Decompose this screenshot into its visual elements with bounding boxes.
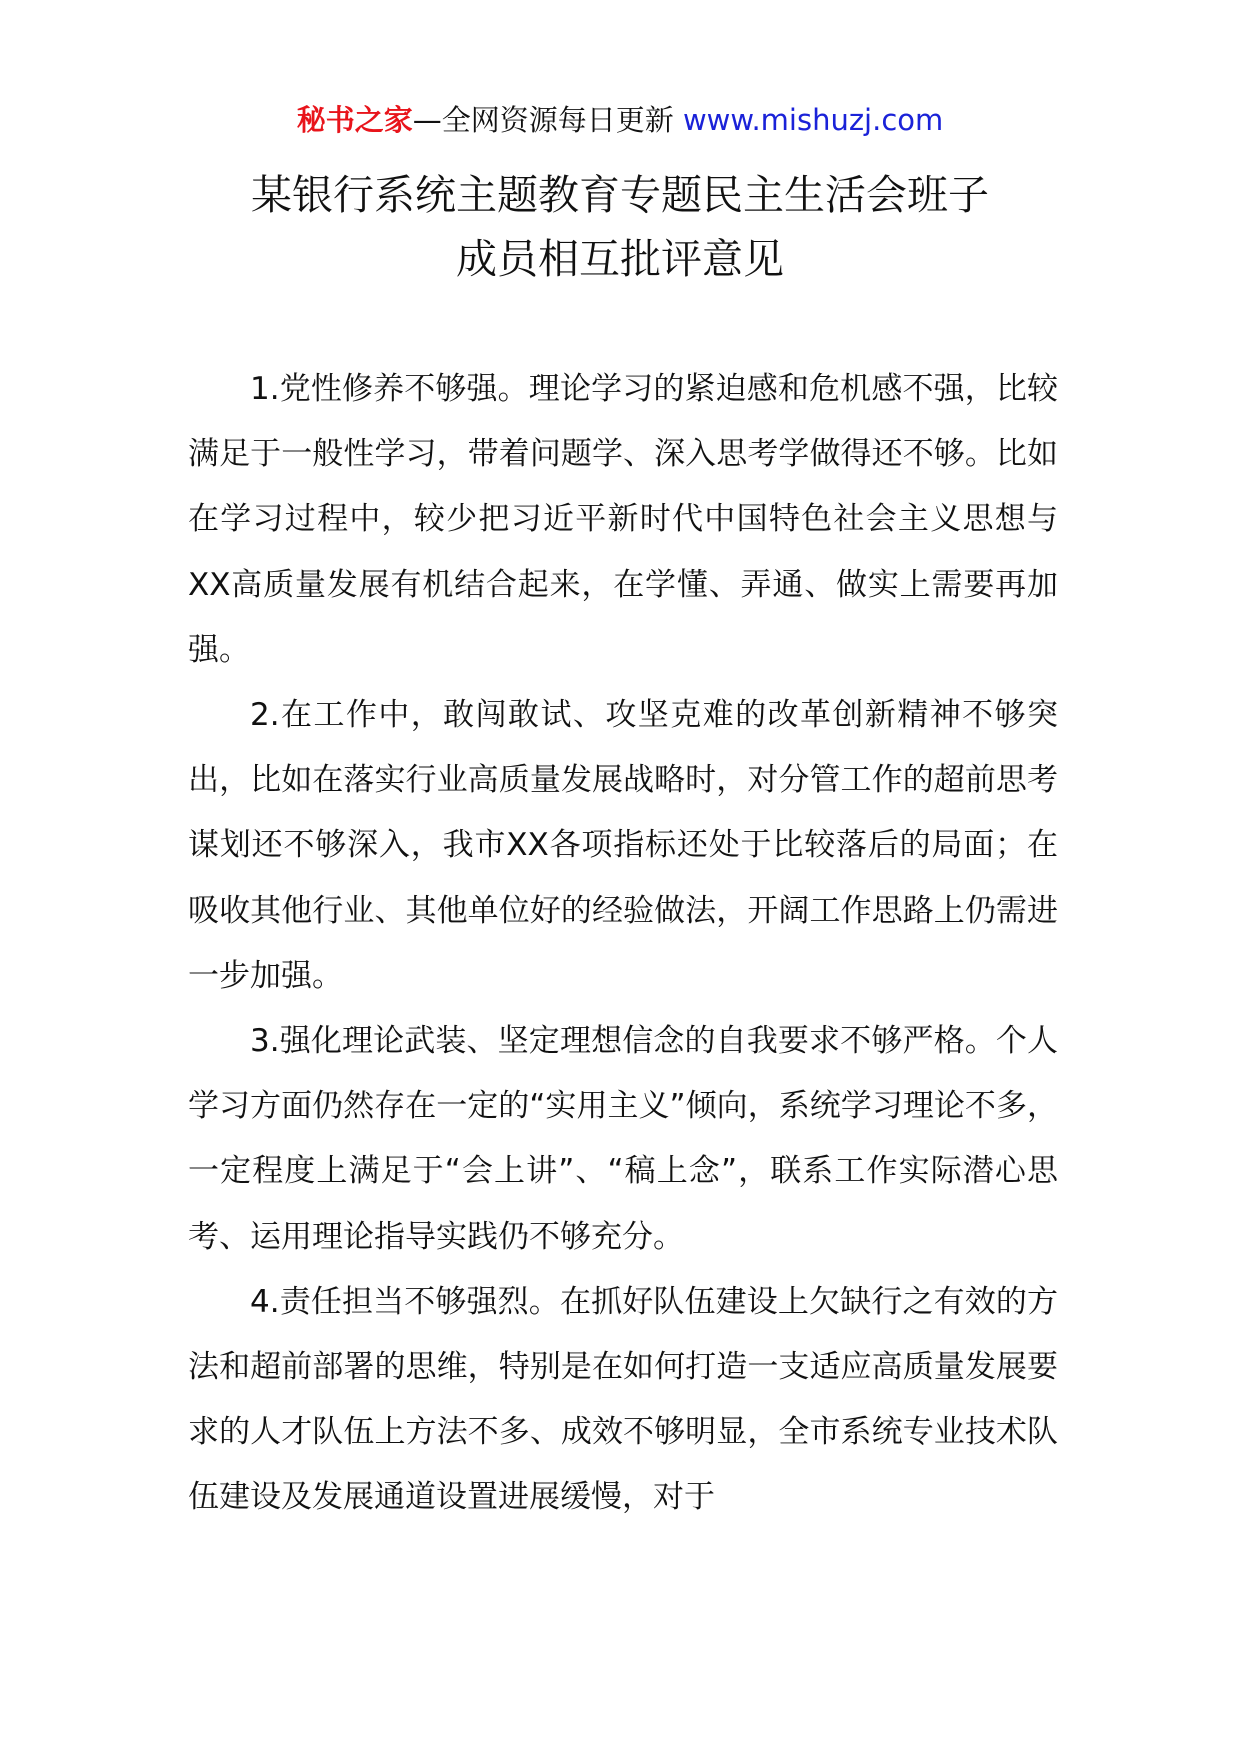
paragraph-3: 3.强化理论武装、坚定理想信念的自我要求不够严格。个人学习方面仍然存在一定的“实用主义”倾向，系统学习理论不多，一定程度上满足于“会上讲”、“稿上念”，联系工作实际潜心思考、运用理论指导实践仍不够充分。 <box>188 1023 1058 1255</box>
document-body <box>188 357 1058 1531</box>
paragraph-4: 4.责任担当不够强烈。在抓好队伍建设上欠缺行之有效的方法和超前部署的思维，特别是在如何打造一支适应高质量发展要求的人才队伍上方法不多、成效不够明显，全市系统专业技术队伍建设及发展通道设置进展缓慢，对于 <box>188 1283 1058 1516</box>
page-header <box>0 100 1240 140</box>
brand-name: 秘书之家 <box>296 103 413 137</box>
paragraph-2: 2.在工作中，敢闯敢试、攻坚克难的改革创新精神不够突出，比如在落实行业高质量发展战略时，对分管工作的超前思考谋划还不够深入，我市XX各项指标还处于比较落后的局面；在吸收其他行业、其他单位好的经验做法，开阔工作思路上仍需进一步加强。 <box>188 697 1058 994</box>
title-line-1: 某银行系统主题教育专题民主生活会班子 <box>251 171 989 219</box>
document-title <box>150 163 1090 291</box>
paragraph-1: 1.党性修养不够强。理论学习的紧迫感和危机感不强，比较满足于一般性学习，带着问题学、深入思考学做得还不够。比如在学习过程中，较少把习近平新时代中国特色社会主义思想与XX高质量发展有机结合起来，在学懂、弄通、做实上需要再加强。 <box>188 371 1058 668</box>
site-url[interactable]: www.mishuzj.com <box>682 103 944 137</box>
title-line-2: 成员相互批评意见 <box>456 235 784 283</box>
header-slogan: —全网资源每日更新 <box>412 103 674 137</box>
